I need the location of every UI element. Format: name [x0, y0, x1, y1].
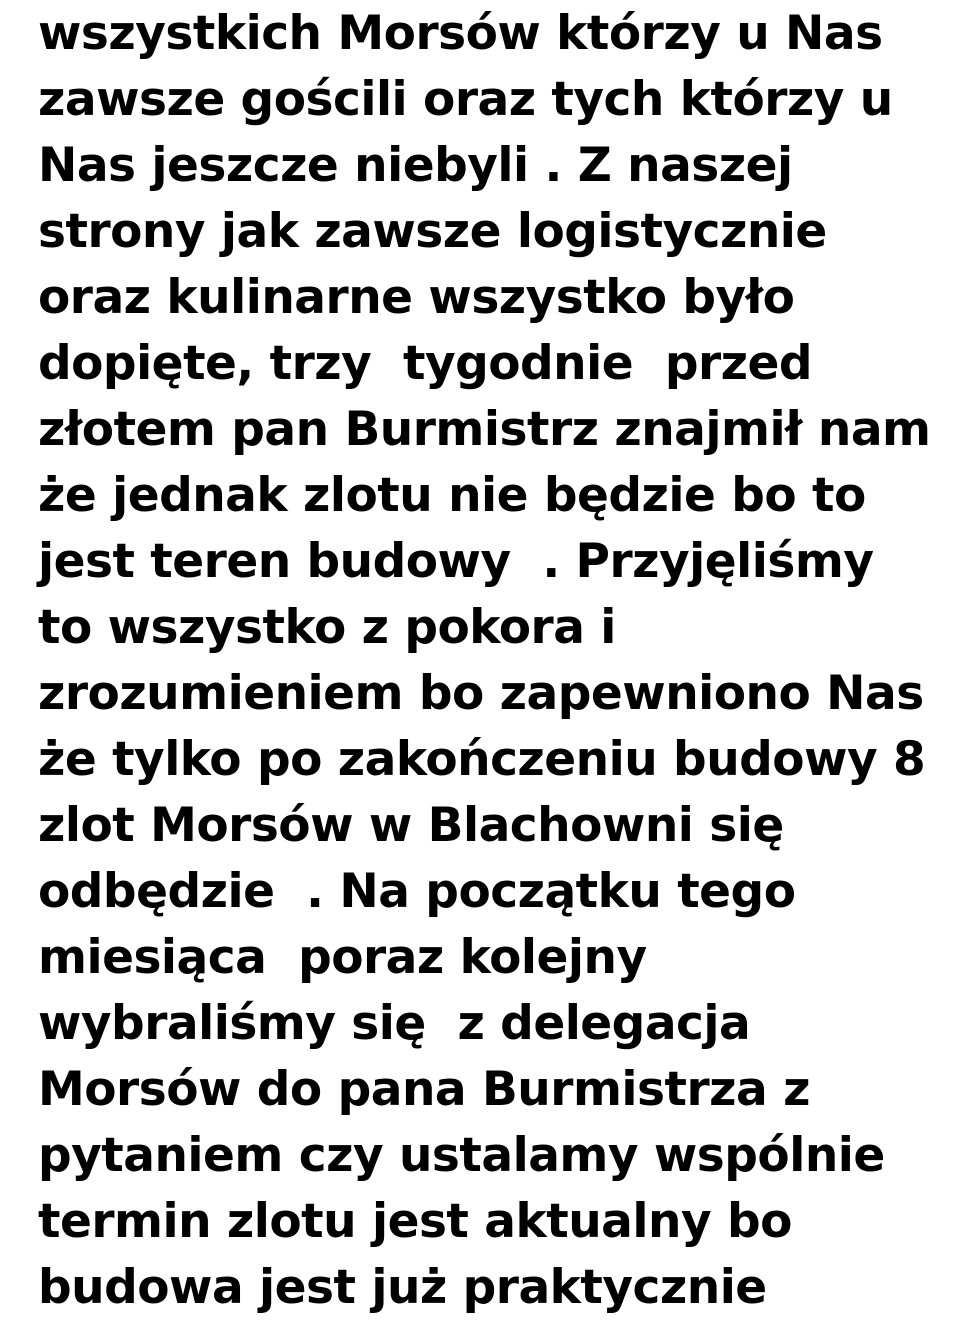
text-line-6: dopięte, trzy tygodnie przed	[38, 336, 813, 391]
text-line-9: jest teren budowy . Przyjęliśmy	[38, 534, 874, 589]
text-line-14: odbędzie . Na początku tego	[38, 864, 796, 919]
text-line-10: to wszystko z pokora i	[38, 600, 616, 655]
text-line-12: że tylko po zakończeniu budowy 8	[38, 732, 926, 787]
text-line-8: że jednak zlotu nie będzie bo to	[38, 468, 866, 523]
text-line-17: Morsów do pana Burmistrza z	[38, 1062, 810, 1117]
text-line-3: Nas jeszcze niebyli . Z naszej	[38, 138, 793, 193]
text-line-5: oraz kulinarne wszystko było	[38, 270, 795, 325]
text-line-1: wszystkich Morsów którzy u Nas	[38, 6, 883, 61]
text-line-19: termin zlotu jest aktualny bo	[38, 1194, 792, 1249]
text-line-15: miesiąca poraz kolejny	[38, 930, 647, 985]
text-line-13: zlot Morsów w Blachowni się	[38, 798, 784, 853]
text-line-2: zawsze gościli oraz tych którzy u	[38, 72, 893, 127]
message-text	[38, 0, 938, 1321]
text-line-7: złotem pan Burmistrz znajmił nam	[38, 402, 931, 457]
text-line-16: wybraliśmy się z delegacja	[38, 996, 751, 1051]
text-line-18: pytaniem czy ustalamy wspólnie	[38, 1128, 885, 1183]
text-line-11: zrozumieniem bo zapewniono Nas	[38, 666, 924, 721]
text-line-20: budowa jest już praktycznie	[38, 1260, 767, 1315]
text-line-4: strony jak zawsze logistycznie	[38, 204, 827, 259]
